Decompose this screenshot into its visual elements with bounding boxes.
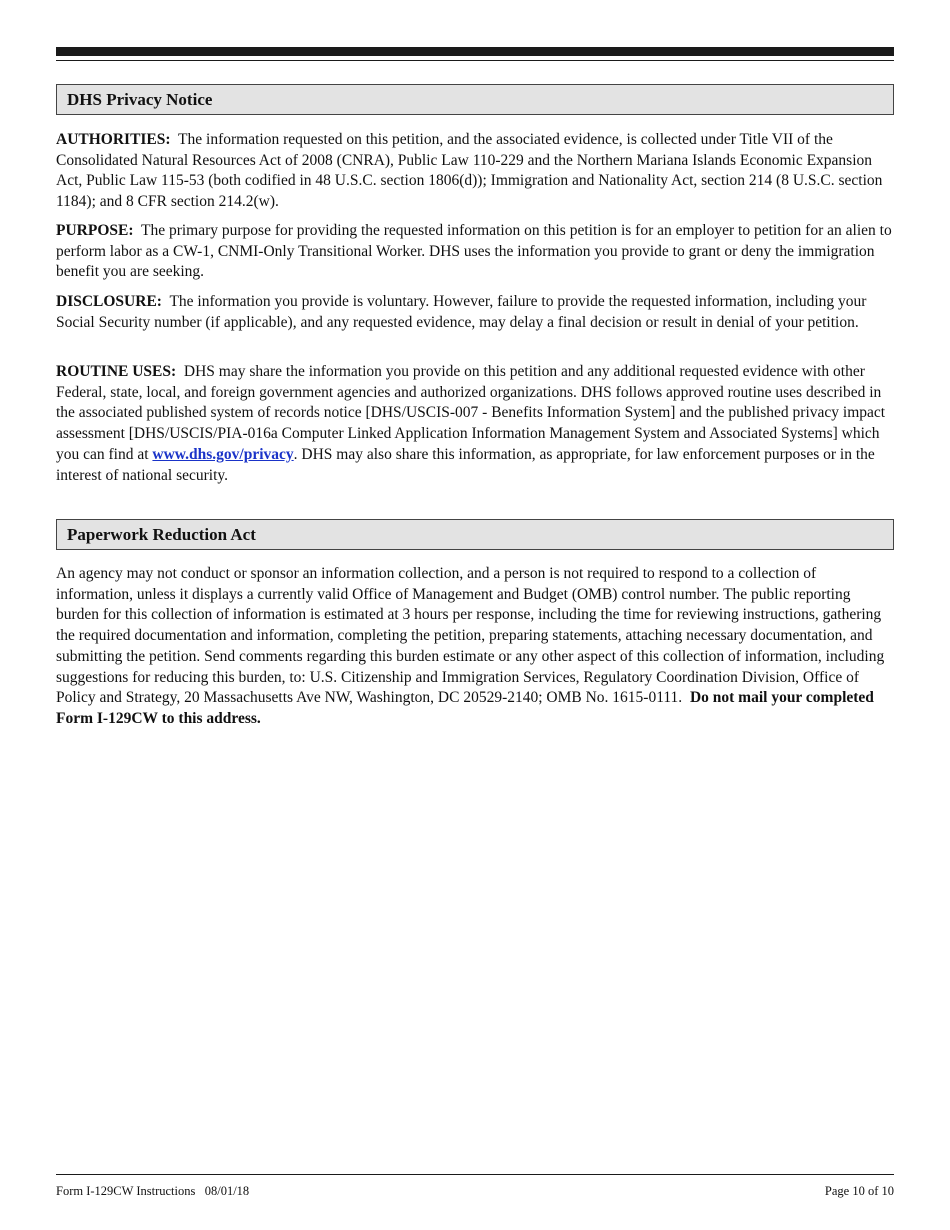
top-thick-rule: [56, 47, 894, 56]
disclosure-paragraph: [56, 292, 896, 333]
privacy-notice-heading-text: DHS Privacy Notice: [67, 90, 213, 109]
paperwork-act-heading: [56, 519, 894, 550]
authorities-paragraph: [56, 130, 896, 213]
routine-uses-paragraph: [56, 362, 896, 486]
footer-page-number: Page 10 of 10: [824, 1184, 894, 1198]
purpose-text: The primary purpose for providing the requested information on this petition is for an employer to petition for an alien to perform labor as a CW-1, CNMI-Only Transitional Worker. DHS uses the information you provide to grant or deny the immigration benefit you are seeking.: [56, 222, 892, 281]
paperwork-paragraph: [56, 564, 896, 730]
disclosure-label: DISCLOSURE:: [56, 293, 162, 310]
top-thin-rule: [56, 60, 894, 61]
footer-form-name: Form I-129CW Instructions 08/01/18: [56, 1184, 250, 1198]
footer-rule: [56, 1174, 894, 1175]
authorities-label: AUTHORITIES:: [56, 131, 171, 148]
routine-uses-text-after: . DHS may also share this information, as appropriate, for law enforcement purposes or in the interest of national security.: [56, 445, 875, 484]
routine-uses-text: DHS may share the information you provide on this petition and any additional requested evidence with other Federal, state, local, and foreign government agencies and authorized organizations. DHS follows approved routine uses described in the associated published system of records notice [DHS/USCIS-007 - Benefits Information System] and the published privacy impact assessment [DHS/USCIS/PIA-016a Computer Linked Application Information Management System and Associated Systems] which you can find at: [56, 363, 886, 463]
authorities-text: The information requested on this petition, and the associated evidence, is collected under Title VII of the Consolidated Natural Resources Act of 2008 (CNRA), Public Law 110-229 and the Northern Mariana Islands Economic Expansion Act, Public Law 115-53 (both codified in 48 U.S.C. section 1806(d)); Immigration and Nationality Act, section 214 (8 U.S.C. section 1184); and 8 CFR section 214.2(w).: [56, 131, 883, 211]
purpose-paragraph: [56, 221, 896, 283]
purpose-label: PURPOSE:: [56, 222, 134, 239]
routine-uses-label: ROUTINE USES:: [56, 363, 177, 380]
disclosure-text: The information you provide is voluntary. However, failure to provide the requested information, including your Social Security number (if applicable), and any requested evidence, may delay a final decision or result in denial of your petition.: [56, 293, 867, 331]
paperwork-bold-notice: Do not mail your completed Form I-129CW to this address.: [56, 689, 874, 727]
privacy-notice-heading: [56, 84, 894, 115]
dhs-privacy-link[interactable]: www.dhs.gov/privacy: [152, 445, 294, 463]
paperwork-act-heading-text: Paperwork Reduction Act: [67, 525, 256, 544]
paperwork-text: An agency may not conduct or sponsor an information collection, and a person is not required to respond to a collection of information, unless it displays a currently valid Office of Management and Budget (OMB) control number. The public reporting burden for this collection of information is estimated at 3 hours per response, including the time for reviewing instructions, gathering the required documentation and information, completing the petition, preparing statements, attaching necessary documentation, and submitting the petition. Send comments regarding this burden estimate or any other aspect of this collection of information, including suggestions for reducing this burden, to: U.S. Citizenship and Immigration Services, Regulatory Coordination Division, Office of Policy and Strategy, 20 Massachusetts Ave NW, Washington, DC 20529-2140; OMB No. 1615-0111.: [56, 565, 885, 707]
